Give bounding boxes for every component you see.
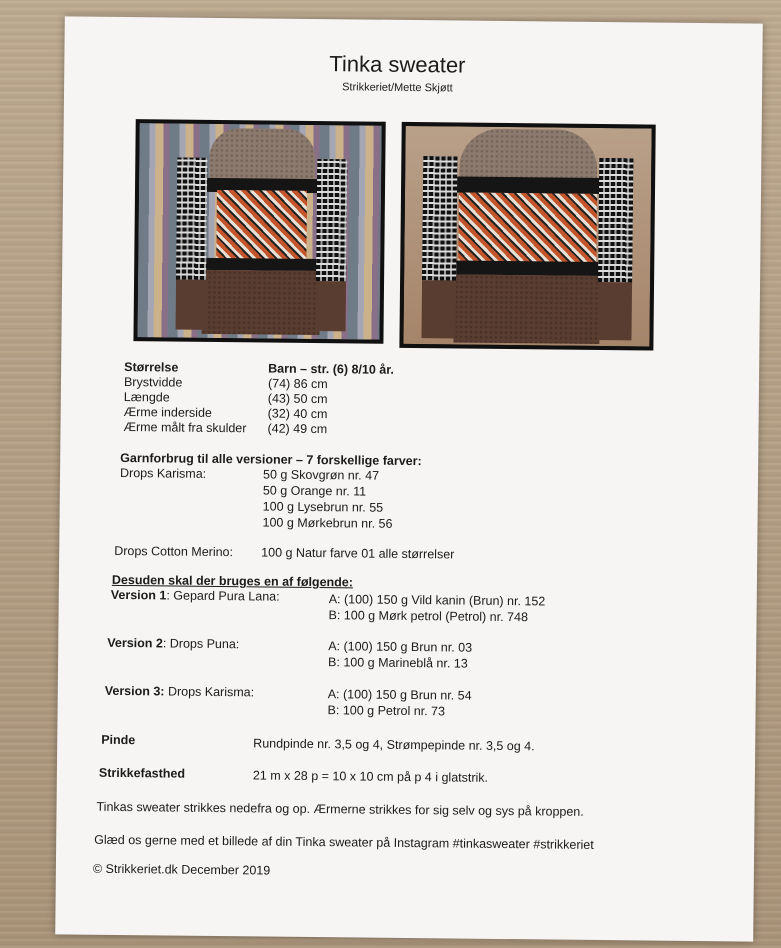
size-range: Barn – str. (6) 8/10 år.: [268, 361, 394, 377]
version-3-a: A: (100) 150 g Brun nr. 54: [327, 687, 472, 703]
version-1-a: A: (100) 150 g Vild kanin (Brun) nr. 152: [328, 592, 546, 609]
version-2-title: Version 2: Drops Puna:: [107, 635, 240, 652]
version-3-title: Version 3: Drops Karisma:: [104, 683, 255, 700]
version-1-title: Version 1: Gepard Pura Lana:: [110, 587, 280, 604]
sweater-photo-shop: [133, 119, 385, 344]
needles-value: Rundpinde nr. 3,5 og 4, Strømpepinde nr. 3,5 og 4.: [253, 736, 535, 754]
yarn-heading: Garnforbrug til alle versioner – 7 forskellige farver:: [120, 450, 422, 469]
size-row-value: (32) 40 cm: [267, 406, 328, 422]
version-3-b: B: 100 g Petrol nr. 73: [327, 703, 446, 719]
size-row-value: (74) 86 cm: [267, 376, 328, 392]
note-construction: Tinkas sweater strikkes nedefra og op. Ærmerne strikkes for sig selv og sys på kroppen.: [96, 799, 584, 819]
version-2-a: A: (100) 150 g Brun nr. 03: [328, 639, 473, 655]
size-row-value: (42) 49 cm: [267, 421, 328, 437]
size-row-label: Ærme målt fra skulder: [123, 420, 247, 436]
size-row-label: Længde: [123, 390, 170, 405]
page-title: Tinka sweater: [329, 51, 466, 78]
karisma-label: Drops Karisma:: [119, 465, 207, 481]
size-heading: Størrelse: [124, 360, 179, 375]
yarn-item: 100 g Lysebrun nr. 55: [262, 499, 384, 515]
copyright: © Strikkeriet.dk December 2019: [92, 861, 271, 878]
gauge-value: 21 m x 28 p = 10 x 10 cm på p 4 i glatstrik.: [252, 768, 489, 785]
pattern-page: [55, 16, 763, 941]
size-row-value: (43) 50 cm: [267, 391, 328, 407]
size-row-label: Ærme inderside: [123, 405, 212, 420]
size-row-label: Brystvidde: [123, 375, 183, 390]
page-subtitle: Strikkeriet/Mette Skjøtt: [342, 81, 453, 95]
gauge-label: Strikkefasthed: [98, 765, 186, 781]
sweater-photo-wall: [399, 122, 655, 351]
version-1-b: B: 100 g Mørk petrol (Petrol) nr. 748: [328, 608, 529, 625]
note-instagram: Glæd os gerne med et billede af din Tinka sweater på Instagram #tinkasweater #strikkeriet: [94, 832, 594, 852]
needles-label: Pinde: [101, 732, 136, 748]
extra-heading: Desuden skal der bruges en af følgende:: [111, 572, 354, 590]
yarn-item: 100 g Mørkebrun nr. 56: [262, 515, 393, 531]
version-2-b: B: 100 g Marineblå nr. 13: [328, 655, 468, 671]
yarn-item: 50 g Skovgrøn nr. 47: [262, 467, 380, 483]
yarn-item: 100 g Natur farve 01 alle størrelser: [261, 545, 455, 562]
merino-label: Drops Cotton Merino:: [114, 543, 234, 560]
yarn-item: 50 g Orange nr. 11: [262, 483, 367, 499]
